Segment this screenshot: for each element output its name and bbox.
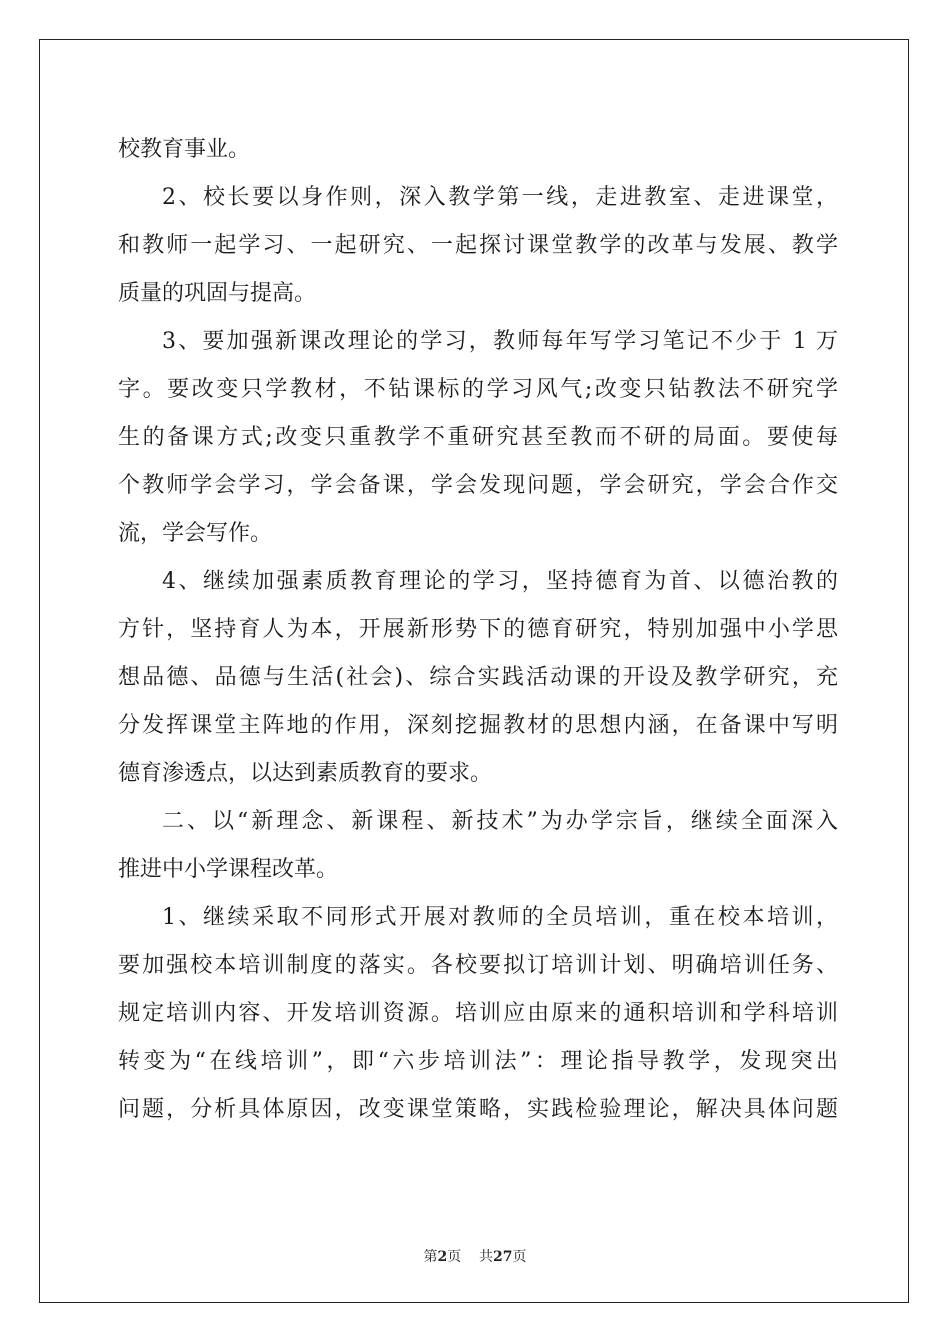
current-page-number: 2 (437, 1249, 448, 1265)
text-line: 德育渗透点，以达到素质教育的要求。 (118, 761, 493, 786)
text-line: 问题，分析具体原因，改变课堂策略，实践检验理论，解决具体问题 (118, 1097, 838, 1122)
footer-prefix: 第 (423, 1249, 438, 1265)
text-line: 校教育事业。 (118, 137, 251, 162)
text-line: 2、校长要以身作则，深入教学第一线，走进教室、走进课堂， (162, 185, 838, 210)
text-line: 分发挥课堂主阵地的作用，深刻挖掘教材的思想内涵，在备课中写明 (118, 713, 838, 738)
text-line: 个教师学会学习，学会备课，学会发现问题，学会研究，学会合作交 (118, 473, 838, 498)
text-line: 流，学会写作。 (118, 521, 273, 546)
total-pages-number: 27 (493, 1249, 513, 1265)
text-line: 质量的巩固与提高。 (118, 281, 317, 306)
text-line: 生的备课方式;改变只重教学不重研究甚至教而不研的局面。要使每 (118, 425, 838, 450)
footer-total-suffix: 页 (512, 1249, 527, 1265)
footer-total-prefix: 共 (479, 1249, 494, 1265)
text-line: 1、继续采取不同形式开展对教师的全员培训，重在校本培训， (162, 905, 838, 930)
text-line: 二、以“新理念、新课程、新技术”为办学宗旨，继续全面深入 (162, 809, 838, 834)
footer-page-suffix: 页 (447, 1249, 462, 1265)
text-line: 4、继续加强素质教育理论的学习，坚持德育为首、以德治教的 (162, 569, 838, 594)
text-line: 字。要改变只学教材，不钻课标的学习风气;改变只钻教法不研究学 (118, 377, 838, 402)
text-line: 方针，坚持育人为本，开展新形势下的德育研究，特别加强中小学思 (118, 617, 838, 642)
text-line: 要加强校本培训制度的落实。各校要拟订培训计划、明确培训任务、 (118, 953, 838, 978)
text-line: 想品德、品德与生活(社会)、综合实践活动课的开设及教学研究，充 (118, 665, 838, 690)
text-line: 3、要加强新课改理论的学习，教师每年写学习笔记不少于 1 万 (162, 329, 838, 354)
text-line: 和教师一起学习、一起研究、一起探讨课堂教学的改革与发展、教学 (118, 233, 838, 258)
text-line: 转变为“在线培训”，即“六步培训法”：理论指导教学，发现突出 (118, 1049, 838, 1074)
text-line: 规定培训内容、开发培训资源。培训应由原来的通积培训和学科培训 (118, 1001, 838, 1026)
document-body (118, 126, 838, 1134)
page-footer (0, 1246, 950, 1266)
text-line: 推进中小学课程改革。 (118, 857, 339, 882)
